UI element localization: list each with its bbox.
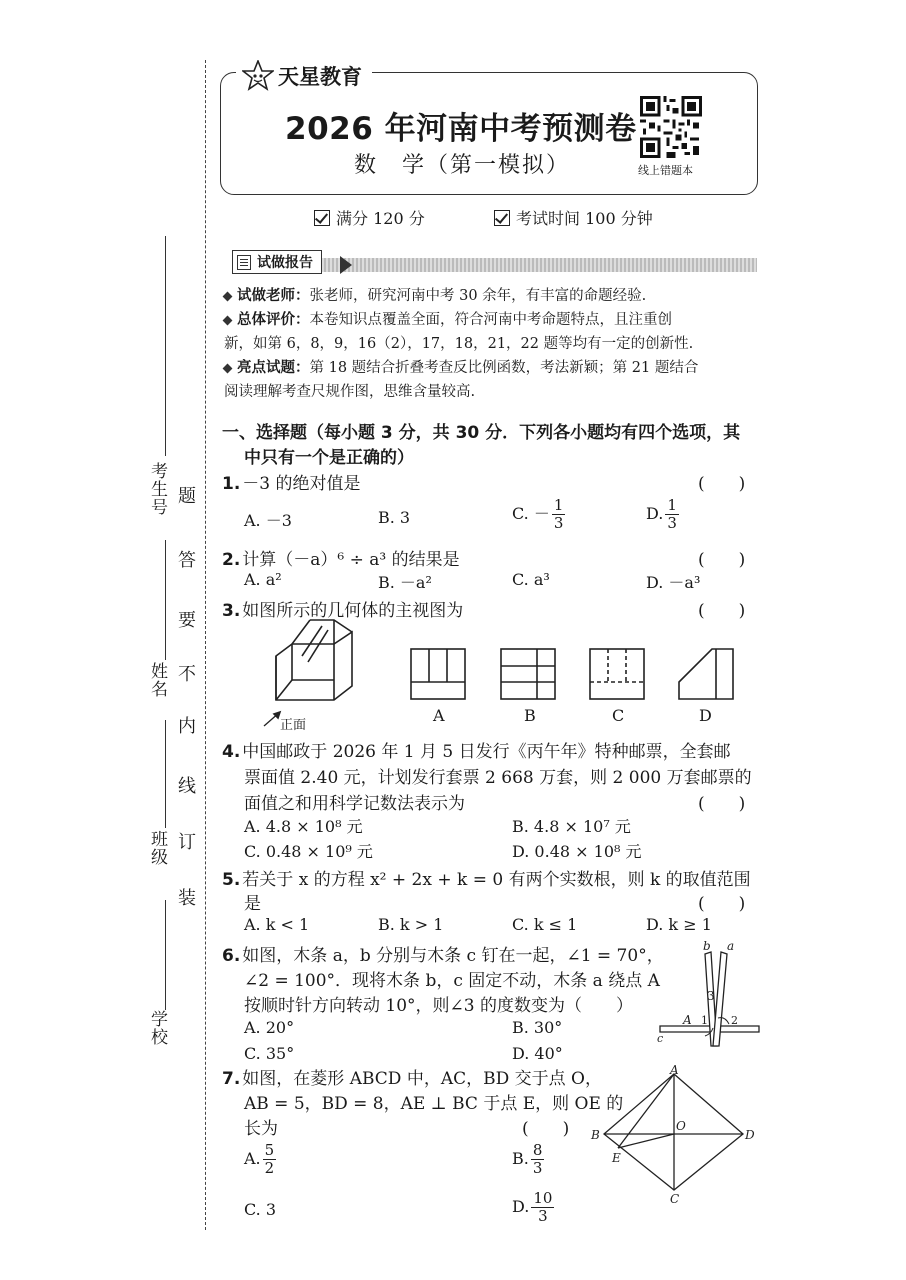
option-b[interactable]: B. 3 xyxy=(378,508,411,527)
question-text: 如图，在菱形 ABCD 中，AC，BD 交于点 O， xyxy=(242,1069,602,1089)
fig-label: a xyxy=(727,939,735,953)
checkbox-icon xyxy=(314,210,330,226)
binding-warning-char: 线 xyxy=(178,776,196,797)
q7-rhombus-figure xyxy=(588,1064,766,1206)
answer-blank[interactable]: ( ) xyxy=(698,894,746,914)
exam-time-text: 考试时间 100 分钟 xyxy=(516,209,653,228)
option-c[interactable]: C. 3 xyxy=(244,1200,277,1219)
report-teacher xyxy=(224,284,646,308)
q3-option-c-figure[interactable] xyxy=(589,648,645,700)
option-c-prefix: C. － xyxy=(512,504,550,523)
question-4 xyxy=(222,737,731,762)
option-d[interactable] xyxy=(512,1190,554,1225)
report-text: 第 18 题结合折叠考查反比例函数，考法新颖；第 21 题结合 xyxy=(309,360,699,376)
answer-blank[interactable]: ( ) xyxy=(698,550,746,570)
exam-time xyxy=(494,206,653,229)
question-number: 7. xyxy=(222,1069,241,1089)
option-a[interactable]: A. －3 xyxy=(244,511,292,530)
brand-name: 天星教育 xyxy=(278,65,362,89)
binding-warning-char: 答 xyxy=(178,550,196,571)
fig-label: 3 xyxy=(707,989,715,1003)
fig-label: B xyxy=(591,1128,600,1142)
field-label-school: 学校 xyxy=(147,1010,167,1046)
question-4-line3: 面值之和用科学记数法表示为 xyxy=(244,794,465,814)
report-label: 总体评价： xyxy=(237,311,310,328)
report-tag-label: 试做报告 xyxy=(257,255,313,271)
fraction xyxy=(531,1142,545,1177)
option-d[interactable]: D. －a³ xyxy=(646,573,701,592)
binding-dashed-line xyxy=(205,60,206,1230)
option-a[interactable] xyxy=(244,1142,276,1177)
option-c[interactable]: C. 35° xyxy=(244,1044,295,1063)
bullet-icon xyxy=(223,291,233,301)
binding-margin xyxy=(0,0,215,1280)
report-highlight xyxy=(224,356,698,380)
fraction-num: 5 xyxy=(264,1141,275,1159)
question-text: 若关于 x 的方程 x² + 2x + k = 0 有两个实数根，则 k 的取值范围 xyxy=(242,870,751,890)
option-a[interactable]: A. k < 1 xyxy=(244,915,310,934)
fig-label: C xyxy=(670,1192,680,1206)
question-text: 计算（－a）⁶ ÷ a³ 的结果是 xyxy=(242,550,460,570)
question-text: －3 的绝对值是 xyxy=(242,474,361,494)
option-b[interactable]: B. 30° xyxy=(512,1018,563,1037)
fraction-num: 1 xyxy=(553,496,564,514)
fig-label: D xyxy=(745,1128,755,1142)
option-d-prefix: D. xyxy=(512,1197,530,1216)
option-c[interactable] xyxy=(512,497,565,532)
question-4-line2: 票面值 2.40 元，计划发行套票 2 668 万套，则 2 000 万套邮票的 xyxy=(244,768,752,788)
fraction-num: 1 xyxy=(667,496,677,514)
question-number: 5. xyxy=(222,870,241,890)
question-2 xyxy=(222,545,460,570)
q6-sticks-figure xyxy=(655,936,765,1048)
binding-warning-char: 内 xyxy=(178,716,196,737)
fig-label: c xyxy=(657,1032,664,1045)
front-label: 正面 xyxy=(280,718,307,733)
fraction-den: 3 xyxy=(538,1207,548,1225)
qr-code-icon[interactable] xyxy=(640,96,702,158)
binding-warning-char: 不 xyxy=(178,664,196,685)
option-c[interactable]: C. k ≤ 1 xyxy=(512,915,578,934)
report-highlight-cont: 阅读理解考查尺规作图，思维含量较高. xyxy=(224,384,476,400)
option-d[interactable]: D. k ≥ 1 xyxy=(646,915,712,934)
field-label-name: 姓名 xyxy=(147,662,167,698)
fig-label: A xyxy=(683,1013,692,1027)
fig-label: A xyxy=(670,1064,679,1077)
question-number: 2. xyxy=(222,550,241,570)
arrow-right-icon xyxy=(340,256,352,274)
fraction-num: 8 xyxy=(532,1141,543,1159)
question-text: 中国邮政于 2026 年 1 月 5 日发行《丙午年》特种邮票，全套邮 xyxy=(242,742,731,762)
question-number: 4. xyxy=(222,742,241,762)
fraction xyxy=(531,1190,554,1225)
report-label: 亮点试题： xyxy=(237,359,310,376)
question-number: 1. xyxy=(222,474,241,494)
option-d-label: D xyxy=(699,706,712,725)
question-5-line2: 是 xyxy=(244,894,261,914)
fraction-den: 2 xyxy=(264,1159,275,1177)
question-6 xyxy=(222,941,664,966)
question-number: 3. xyxy=(222,601,241,621)
option-d[interactable]: D. 40° xyxy=(512,1044,563,1063)
q3-option-a-figure[interactable] xyxy=(410,648,466,700)
option-a-prefix: A. xyxy=(244,1149,261,1168)
field-label-class: 班级 xyxy=(147,830,167,866)
option-c[interactable]: C. a³ xyxy=(512,570,550,589)
option-b-prefix: B. xyxy=(512,1149,529,1168)
binding-warning-char: 要 xyxy=(178,610,196,631)
option-d[interactable]: D. 0.48 × 10⁸ 元 xyxy=(512,842,642,861)
bullet-icon xyxy=(223,363,233,373)
option-b[interactable]: B. k > 1 xyxy=(378,915,444,934)
question-7-line2: AB = 5，BD = 8，AE ⊥ BC 于点 E，则 OE 的 xyxy=(244,1094,624,1114)
q3-option-b-figure[interactable] xyxy=(500,648,556,700)
option-b[interactable]: B. 4.8 × 10⁷ 元 xyxy=(512,817,631,836)
question-text: 如图所示的几何体的主视图为 xyxy=(242,601,464,621)
field-line-exam-number xyxy=(165,236,166,456)
section-title-cont: 中只有一个是正确的） xyxy=(244,448,414,468)
binding-warning-char: 装 xyxy=(178,888,196,909)
fraction xyxy=(263,1142,277,1177)
option-c-label: C xyxy=(612,706,625,725)
option-b-label: B xyxy=(524,706,536,725)
fraction-den: 3 xyxy=(553,514,564,532)
option-a[interactable]: A. 20° xyxy=(244,1018,295,1037)
question-6-line2: ∠2 = 100°．现将木条 b，c 固定不动，木条 a 绕点 A xyxy=(244,971,660,991)
fig-label: E xyxy=(612,1151,621,1165)
full-score xyxy=(314,206,425,229)
question-text: 如图，木条 a，b 分别与木条 c 钉在一起，∠1 = 70°， xyxy=(242,946,664,966)
option-b[interactable]: B. －a² xyxy=(378,573,432,592)
fraction-den: 3 xyxy=(667,514,677,532)
answer-blank[interactable]: ( ) xyxy=(698,474,746,494)
question-1 xyxy=(222,469,361,494)
report-text: 张老师，研究河南中考 30 余年，有丰富的命题经验. xyxy=(309,288,647,304)
question-7-line3: 长为 xyxy=(244,1119,278,1139)
fig-label: 1 xyxy=(701,1014,708,1027)
bullet-icon xyxy=(223,315,233,325)
question-6-line3: 按顺时针方向转动 10°，则∠3 的度数变为（ ） xyxy=(244,996,633,1016)
option-a-label: A xyxy=(433,706,445,725)
checkbox-icon xyxy=(494,210,510,226)
report-eval-cont: 新，如第 6，8，9，16（2），17，18，21，22 题等均有一定的创新性. xyxy=(224,336,694,352)
document-icon xyxy=(237,255,251,270)
answer-blank[interactable]: ( ) xyxy=(698,794,746,814)
option-a[interactable]: A. 4.8 × 10⁸ 元 xyxy=(244,817,363,836)
question-number: 6. xyxy=(222,946,241,966)
fraction-num: 10 xyxy=(533,1189,553,1207)
fig-label: 2 xyxy=(731,1014,738,1027)
qr-label: 线上错题本 xyxy=(638,164,693,177)
exam-title: 2026 年河南中考预测卷 xyxy=(285,111,637,147)
option-a[interactable]: A. a² xyxy=(244,570,282,589)
section-title: 一、选择题（每小题 3 分，共 30 分．下列各小题均有四个选项，其 xyxy=(222,423,741,443)
field-label-exam-number: 考生号 xyxy=(147,462,167,516)
q3-solid-figure xyxy=(262,616,362,734)
field-line-class xyxy=(165,720,166,828)
fraction xyxy=(665,497,679,532)
fig-label: b xyxy=(703,939,711,953)
option-c[interactable]: C. 0.48 × 10⁹ 元 xyxy=(244,842,373,861)
answer-blank[interactable]: ( ) xyxy=(698,601,746,621)
report-tag xyxy=(232,250,322,274)
option-b[interactable] xyxy=(512,1142,544,1177)
brand-logo xyxy=(236,58,372,94)
exam-subtitle: 数 学（第一模拟） xyxy=(354,153,571,178)
fig-label: O xyxy=(676,1119,686,1133)
question-5 xyxy=(222,865,751,890)
full-score-text: 满分 120 分 xyxy=(336,209,425,228)
question-7 xyxy=(222,1064,602,1089)
option-d[interactable] xyxy=(646,497,679,532)
field-line-name xyxy=(165,540,166,660)
report-text: 本卷知识点覆盖全面，符合河南中考命题特点，且注重创 xyxy=(309,312,672,328)
report-eval xyxy=(224,308,672,332)
q3-option-d-figure[interactable] xyxy=(678,648,734,700)
option-d-prefix: D. xyxy=(646,504,664,523)
binding-warning-char: 订 xyxy=(178,832,196,853)
binding-warning-char: 题 xyxy=(178,486,196,507)
fraction xyxy=(552,497,566,532)
report-label: 试做老师： xyxy=(237,287,310,304)
fraction-den: 3 xyxy=(532,1159,543,1177)
star-icon xyxy=(242,60,274,92)
field-line-school xyxy=(165,900,166,1010)
answer-blank[interactable]: ( ) xyxy=(522,1119,570,1139)
